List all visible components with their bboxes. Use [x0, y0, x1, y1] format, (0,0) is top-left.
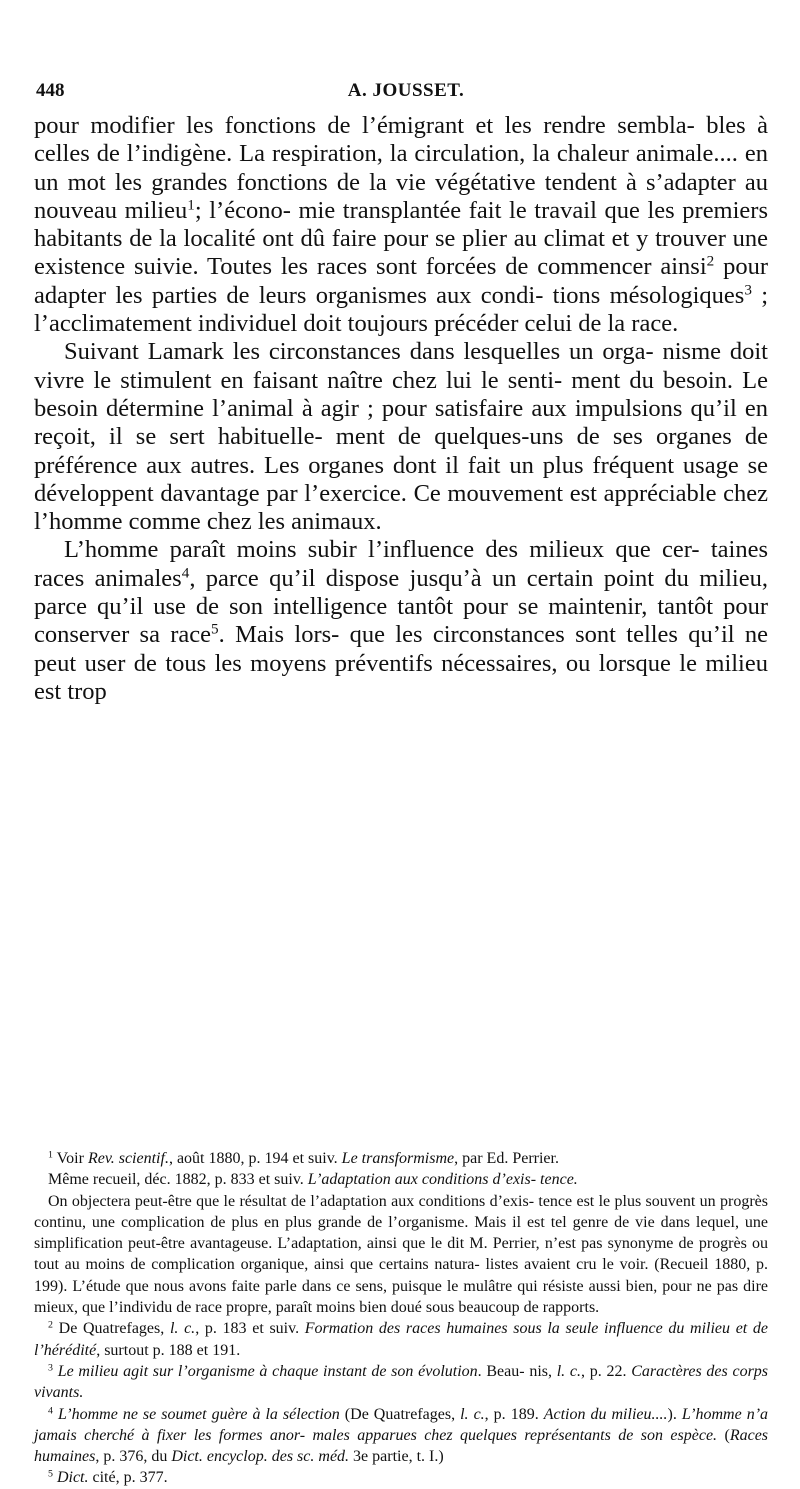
text-run: . Beau- nis, — [477, 1362, 557, 1380]
footnote-ref-1: 1 — [187, 196, 195, 214]
footnote-mark: 3 — [48, 1362, 53, 1374]
text-run: ; l’acclimatement individuel doit toujours précéder celui de la race. — [34, 281, 769, 338]
italic-run: Le milieu agit sur l’organisme à chaque instant de son évolution — [57, 1362, 478, 1380]
footnote-1-comment: On objectera peut-être que le résultat de l’adaptation aux conditions d’exis- tence est le plus souvent un progrès continu, une complication de plus en plus grande de l’organisme. Mais il est tel genre de vie dans lequel, une simplification peut-être avantageuse. L’adaptation, ainsi que le dit M. Perrier, n’est pas synonyme de progrès ou tout au moins de complication organique, ainsi que certains natura- listes avaient cru le voir. (Recueil 1880, p. 199). L’étude que nous avons faite parle dans ce sens, puisque le mulâtre qui résiste aussi bien, pour ne pas dire mieux, que l’individu de race propre, paraît moins bien doué sous beaucoup de rapports. — [34, 1192, 768, 1317]
italic-run: Formation des races humaines sous la seule influence du milieu et de l’hérédité — [34, 1320, 769, 1359]
italic-run: Races humaines — [34, 1426, 769, 1466]
text-run: , p. 183 et suiv. — [195, 1320, 305, 1338]
italic-run: l. c. — [169, 1320, 196, 1338]
italic-run: Rev. scientif. — [87, 1150, 169, 1167]
footnotes — [34, 1148, 768, 1489]
footnote-ref-3: 3 — [744, 281, 752, 299]
text-run: ). — [667, 1405, 682, 1423]
footnote-5 — [34, 1467, 768, 1488]
italic-run: l. c. — [460, 1405, 485, 1423]
text-run: , p. 22. — [581, 1362, 632, 1380]
italic-run: L’adaptation aux conditions d’exis- tence. — [307, 1171, 578, 1189]
italic-run: Action du milieu.... — [543, 1405, 668, 1423]
footnote-ref-2: 2 — [706, 253, 715, 271]
page-number: 448 — [36, 80, 65, 101]
footnote-mark: 1 — [48, 1149, 53, 1161]
italic-run: Dict. — [56, 1469, 89, 1487]
italic-run: Caractères des corps vivants. — [34, 1362, 769, 1402]
text-run: pour adapter les parties de leurs organismes aux condi- tions mésologiques — [34, 253, 768, 309]
running-title: A. JOUSSET. — [347, 80, 465, 101]
main-text — [34, 112, 768, 706]
text-run: , août 1880, p. 194 et suiv. — [168, 1150, 342, 1167]
paragraph-1 — [34, 112, 768, 338]
text-run: ( — [717, 1426, 730, 1444]
footnote-mark: 5 — [48, 1469, 53, 1480]
italic-run: L’homme n’a jamais cherché à fixer les formes anor- males apparues chez quelques représentants de son espèce. — [34, 1405, 769, 1444]
footnote-3 — [34, 1361, 768, 1404]
italic-run: Dict. encyclop. des sc. méd. — [171, 1448, 350, 1466]
footnote-1-continued — [34, 1169, 768, 1190]
text-run: Voir — [56, 1150, 88, 1167]
text-run: , parce qu’il dispose jusqu’à un certain point du milieu, parce qu’il use de son intelligence tantôt pour se maintenir, tantôt pour conserver sa race — [34, 564, 768, 649]
text-run: , p. 376, du — [95, 1448, 172, 1466]
text-run: L’homme paraît moins subir l’influence des milieux que cer- taines races animales — [34, 536, 768, 592]
footnote-ref-4: 4 — [181, 564, 190, 582]
italic-run: L’homme ne se soumet guère à la sélection — [57, 1405, 340, 1423]
page-header — [36, 76, 776, 106]
footnote-mark: 2 — [48, 1319, 53, 1331]
paragraph-2: Suivant Lamark les circonstances dans lesquelles un orga- nisme doit vivre le stimulent en faisant naître chez lui le senti- ment du besoin. Le besoin détermine l’animal à agir ; pour satisfaire aux impulsions qu’il en reçoit, il se sert habituelle- ment de quelques-uns de ses organes de préférence aux autres. Les organes dont il fait un plus fréquent usage se développent davantage par l’exercice. Ce mouvement est appréciable chez l’homme comme chez les animaux. — [34, 338, 768, 536]
footnote-mark: 4 — [48, 1405, 53, 1417]
text-run: , par Ed. Perrier. — [454, 1150, 559, 1167]
footnote-ref-5: 5 — [211, 621, 219, 638]
text-run: 3e partie, t. I.) — [349, 1448, 444, 1466]
italic-run: Le transformisme — [341, 1150, 455, 1167]
text-run: De Quatrefages, — [58, 1320, 170, 1338]
italic-run: l. c. — [556, 1362, 581, 1380]
text-run: , p. 189. — [484, 1405, 544, 1423]
text-run: pour modifier les fonctions de l’émigrant et les rendre sembla- bles à celles de l’indigène. La respiration, la circulation, la chaleur animale.... en un mot les grandes fonctions de la vie végétative tendent à s’adapter au nouveau milieu — [34, 112, 768, 224]
paragraph-3 — [34, 536, 768, 706]
footnote-4 — [34, 1404, 768, 1468]
text-run: , surtout p. 188 et 191. — [96, 1341, 241, 1359]
text-run: . Mais lors- que les circonstances sont telles qu’il ne peut user de tous les moyens préventifs nécessaires, ou lorsque le milieu est trop — [34, 621, 768, 705]
text-run: ; l’écono- mie transplantée fait le travail que les premiers habitants de la localité ont dû faire pour se plier au climat et y trouver une existence suivie. Toutes les races sont forcées de commencer ainsi — [34, 196, 768, 281]
text-run: (De Quatrefages, — [339, 1405, 461, 1423]
footnote-1 — [34, 1148, 768, 1169]
text-run: Même recueil, déc. 1882, p. 833 et suiv. — [48, 1171, 308, 1189]
footnote-2 — [34, 1318, 768, 1361]
text-run: cité, p. 377. — [88, 1469, 168, 1487]
